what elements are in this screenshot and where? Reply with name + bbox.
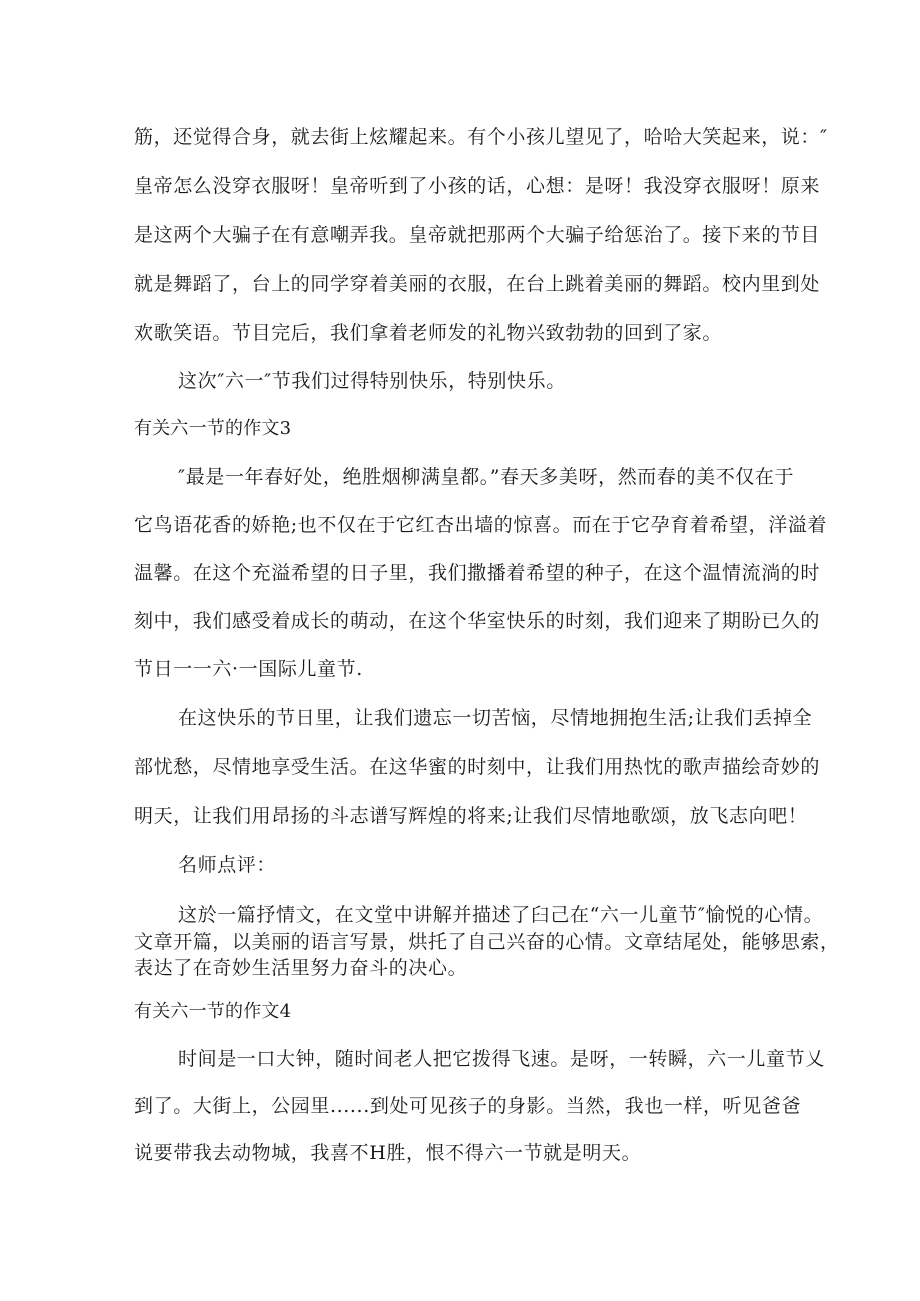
text-line: 是这两个大骗子在有意嘲弄我。皇帝就把那两个大骗子给惩治了。接下来的节目 bbox=[134, 224, 821, 246]
text-line: 刻中，我们感受着成长的萌动，在这个华室快乐的时刻，我们迎来了期盼已久的 bbox=[134, 610, 821, 632]
text-line: 文章开篇，以美丽的语言写景，烘托了自己兴奋的心情。文章结尾处，能够思索， bbox=[134, 931, 840, 953]
text-line: 筋，还觉得合身，就去街上炫耀起来。有个小孩儿望见了，哈哈大笑起来，说：″ bbox=[134, 126, 828, 148]
text-line: 就是舞蹈了，台上的同学穿着美丽的衣服，在台上跳着美丽的舞蹈。校内里到处 bbox=[134, 273, 821, 295]
text-line: 节日一一六·一国际儿童节. bbox=[134, 658, 363, 680]
text-line: 在这快乐的节日里，让我们遗忘一切苦恼，尽情地拥抱生活;让我们丢掉全 bbox=[178, 707, 813, 729]
text-line: 说要带我去动物城，我喜不H胜，恨不得六一节就是明天。 bbox=[134, 1142, 642, 1164]
section-heading: 有关六一节的作文3 bbox=[134, 418, 292, 439]
text-line: 皇帝怎么没穿衣服呀！皇帝听到了小孩的话，心想：是呀！我没穿衣服呀！原来 bbox=[134, 175, 821, 197]
text-line: 欢歌笑语。节目完后，我们拿着老师发的礼物兴致勃勃的回到了家。 bbox=[134, 322, 723, 344]
text-line: 这於一篇抒情文，在文堂中讲解并描述了臼己在“六一儿童节″愉悦的心情。 bbox=[178, 904, 824, 926]
text-line: 它鸟语花香的娇艳;也不仅在于它红杏出墙的惊喜。而在于它孕育着希望，洋溢着 bbox=[134, 514, 828, 536]
text-line: 部忧愁，尽情地享受生活。在这华蜜的时刻中，让我们用热忱的歌声描绘奇妙的 bbox=[134, 756, 821, 778]
text-line: 表达了在奇妙生活里努力奋斗的决心。 bbox=[134, 957, 468, 979]
text-line: 温馨。在这个充溢希望的日子里，我们撒播着希望的种子，在这个温情流淌的时 bbox=[134, 562, 821, 584]
text-line: 时间是一口大钟，随时间老人把它拨得飞速。是呀，一转瞬，六一儿童节乂 bbox=[178, 1048, 825, 1070]
text-line: 明天，让我们用昂扬的斗志谱写辉煌的将来;让我们尽情地歌颂，放飞志向吧！ bbox=[134, 805, 808, 827]
text-line: 这次″六一″节我们过得特别快乐，特别快乐。 bbox=[178, 370, 566, 392]
section-heading: 有关六一节的作文4 bbox=[134, 1001, 292, 1022]
commentary-label: 名师点评： bbox=[178, 854, 277, 876]
text-line: 到了。大街上，公园里......到处可见孩子的身影。当然，我也一样，听见爸爸 bbox=[134, 1095, 802, 1117]
text-line: ″最是一年春好处，绝胜烟柳满皇都。”春天多美呀，然而春的美不仅在于 bbox=[178, 466, 795, 488]
